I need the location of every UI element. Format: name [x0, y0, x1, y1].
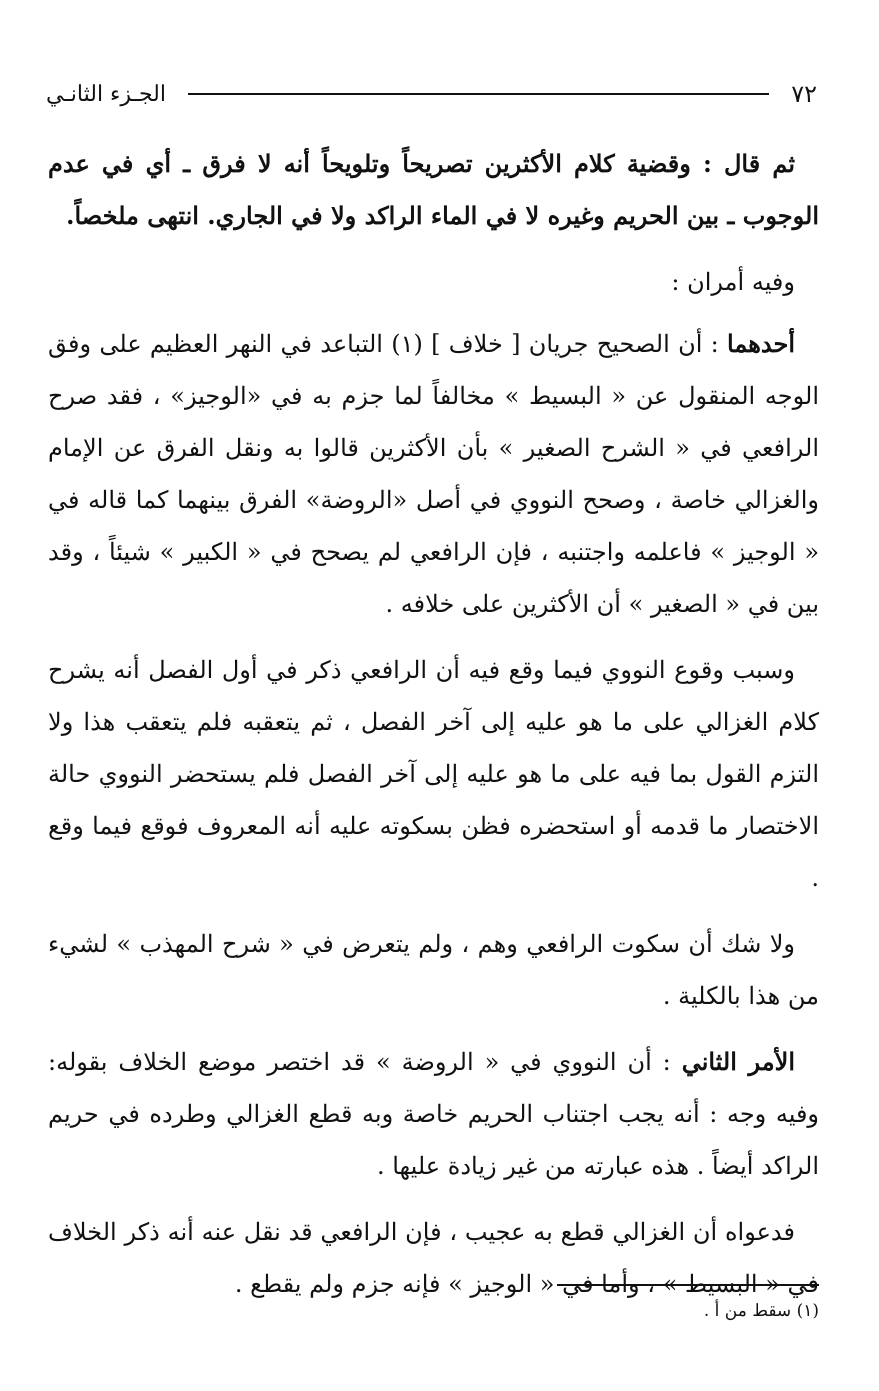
page-number: ٧٢	[791, 80, 817, 108]
paragraph-text: فدعواه أن الغزالي قطع به عجيب ، فإن الرافعي قد نقل عنه أنه ذكر الخلاف في « البسيط » ، وأما في « الوجيز » فإنه جزم ولم يقطع .	[48, 1218, 819, 1298]
paragraph-text: وسبب وقوع النووي فيما وقع فيه أن الرافعي ذكر في أول الفصل أنه يشرح كلام الغزالي على ما هو عليه إلى آخر الفصل ، ثم يتعقبه فلم يتعقب هذا ولا التزم القول بما فيه على ما هو عليه إلى آخر الفصل فلم يستحضر النووي حالة الاختصار ما قدمه أو استحضره فظن بسكوته عليه أنه المعروف فوقع فيما وقع .	[48, 656, 819, 892]
part-title: الجـزء الثانـي	[46, 81, 167, 107]
paragraph-intro	[48, 256, 819, 308]
page-body	[48, 138, 819, 1324]
running-header	[46, 74, 817, 114]
paragraph-lead: الأمر الثاني	[681, 1047, 795, 1076]
paragraph-reason	[48, 644, 819, 904]
paragraph-first-matter	[48, 318, 819, 630]
paragraph-lead: أحدهما	[727, 329, 795, 358]
paragraph-text: ثم قال : وقضية كلام الأكثرين تصريحاً وتلويحاً أنه لا فرق ـ أي في عدم الوجوب ـ بين الحريم وغيره لا في الماء الراكد ولا في الجاري. انتهى ملخصاً.	[48, 149, 819, 230]
paragraph-claim	[48, 1206, 819, 1310]
footnote: (١) سقط من أ .	[703, 1301, 819, 1321]
footnote-rule	[557, 1284, 819, 1286]
paragraph-text: ولا شك أن سكوت الرافعي وهم ، ولم يتعرض في « شرح المهذب » لشيء من هذا بالكلية .	[48, 930, 819, 1010]
paragraph-second-matter	[48, 1036, 819, 1192]
header-rule	[188, 93, 769, 95]
paragraph-text: : أن الصحيح جريان [ خلاف ] (١) التباعد في النهر العظيم على وفق الوجه المنقول عن « البسيط » مخالفاً لما جزم به في «الوجيز» ، فقد صرح الرافعي في « الشرح الصغير » بأن الأكثرين قالوا به ونقل الفرق عن الإمام والغزالي خاصة ، وصحح النووي في أصل «الروضة» الفرق بينهما كما قاله في « الوجيز » فاعلمه واجتنبه ، فإن الرافعي لم يصحح في « الكبير » شيئاً ، وقد بين في « الصغير » أن الأكثرين على خلافه .	[48, 330, 819, 618]
paragraph-doubt	[48, 918, 819, 1022]
paragraph-text: : أن النووي في « الروضة » قد اختصر موضع الخلاف بقوله: وفيه وجه : أنه يجب اجتناب الحريم خاصة وبه قطع الغزالي وطرده في حريم الراكد أيضاً . هذه عبارته من غير زيادة عليها .	[48, 1048, 820, 1180]
paragraph-text: وفيه أمران :	[671, 268, 795, 296]
paragraph-quote	[48, 138, 819, 242]
